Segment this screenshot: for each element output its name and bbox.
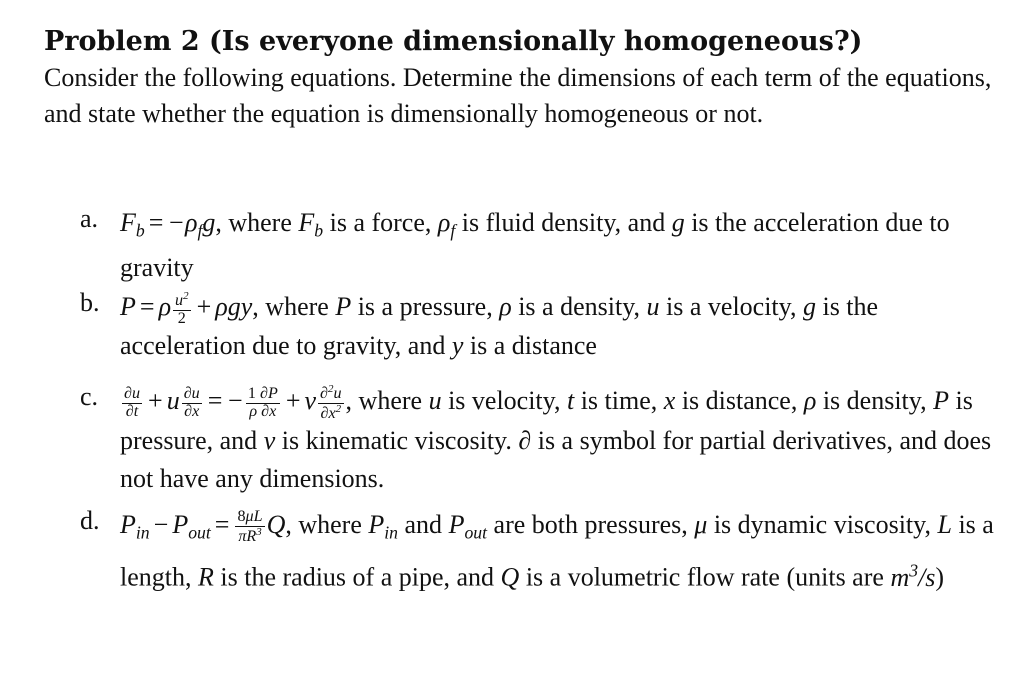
list-item-c bbox=[80, 382, 1010, 498]
list-item-d bbox=[80, 506, 1010, 597]
equation-a: $F_b = -\rho_fg$ bbox=[120, 208, 216, 241]
item-body: P = ρ $\frac{u^2}{2}$ + ρgy, where P is a pressure, ρ is a density, u is a velocity, g is the acceleration due to gravity, and y is a distance bbox=[120, 289, 879, 361]
equation-d: $P_{in} - P_{out}$ = $\frac{8\mu L}{\pi R^3}$ Q bbox=[120, 507, 286, 545]
equation-c: $\frac{\partial u}{\partial t}$ + u $\frac{\partial u}{\partial x}$ = − $\frac{1 \partial P}{\rho \partial x}$ + ν $\frac{\partial^2u}{\partial x^2}$ bbox=[124, 382, 342, 422]
item-marker: c. bbox=[80, 382, 99, 411]
equation-b: P = ρ $\frac{u^2}{2}$ + ρgy bbox=[120, 289, 253, 327]
list-item-a bbox=[80, 204, 1010, 287]
item-body: $F_b = -\rho_fg$, where $F_b$ is a force, $\rho_f$ is fluid density, and g is the acceleration due to gravity bbox=[120, 208, 950, 283]
item-marker: d. bbox=[80, 506, 100, 535]
item-body: $\frac{\partial u}{\partial t}$ + u $\frac{\partial u}{\partial x}$ = − $\frac{1 \partial P}{\rho \partial x}$ + ν $\frac{\partial^2u}{\partial x^2}$ , where u is velocity, t is time, x is distance, ρ is density, P is pressure, and ν is kinematic viscosity. ∂ is a symbol for partial derivatives, and does not have any dimensions. bbox=[120, 382, 992, 494]
item-marker: a. bbox=[80, 204, 99, 233]
problem-title: Problem 2 (Is everyone dimensionally homogeneous?) bbox=[44, 26, 863, 57]
item-marker: b. bbox=[80, 288, 100, 317]
item-body: $P_{in} - P_{out}$ = $\frac{8\mu L}{\pi R^3}$ Q, where $P_{in}$ and $P_{out}$ are both pressures, μ is dynamic viscosity, L is a length, R is the radius of a pipe, and Q is a volumetric flow rate (units are $m^3/s$) bbox=[120, 507, 994, 593]
list-item-b bbox=[80, 288, 1010, 365]
problem-document bbox=[44, 24, 1004, 132]
problem-intro: Consider the following equations. Determine the dimensions of each term of the equations, and state whether the equation is dimensionally homogeneous or not. bbox=[44, 63, 992, 128]
